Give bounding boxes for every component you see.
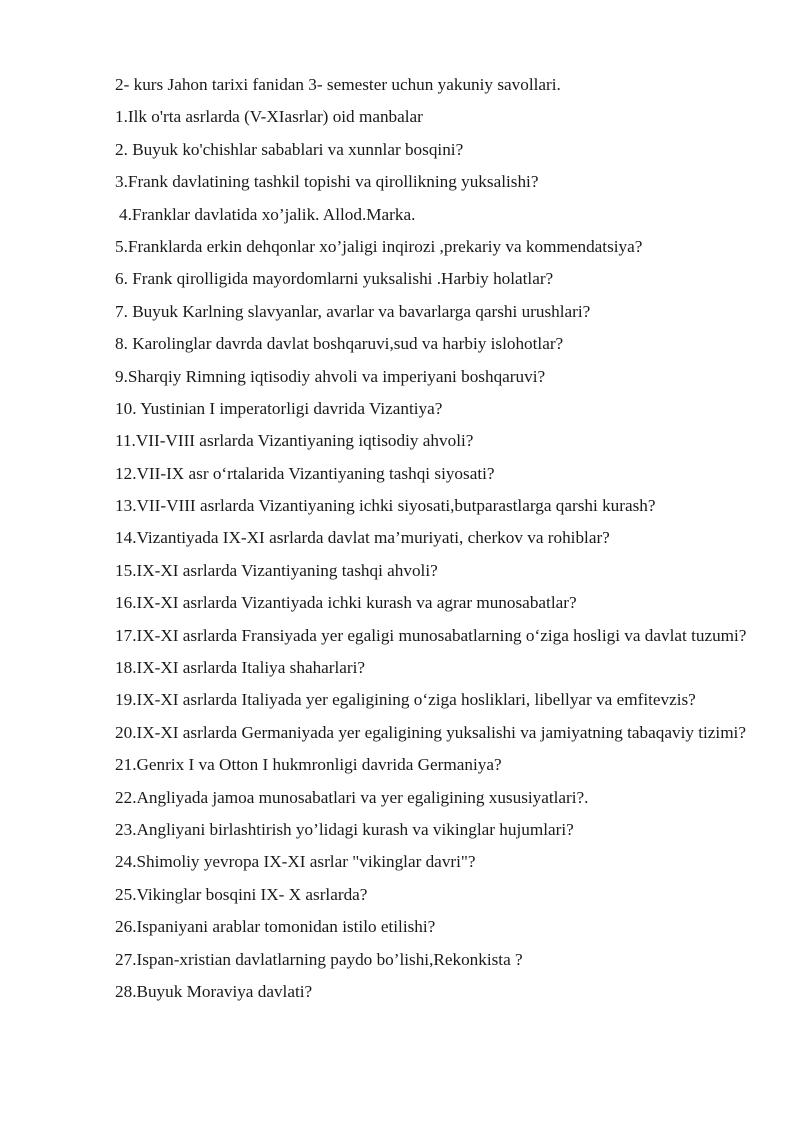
question-list	[115, 106, 747, 1002]
question-item: 22.Angliyada jamoa munosabatlari va yer egaligining xususiyatlari?.	[115, 787, 589, 807]
question-item: 10. Yustinian I imperatorligi davrida Vizantiya?	[115, 398, 443, 418]
document-body	[115, 74, 747, 1013]
question-item: 19.IX-XI asrlarda Italiyada yer egaligining o‘ziga hosliklari, libellyar va emfitevzis?	[115, 690, 696, 710]
question-item: 9.Sharqiy Rimning iqtisodiy ahvoli va imperiyani boshqaruvi?	[115, 366, 546, 386]
question-item: 14.Vizantiyada IX-XI asrlarda davlat ma’muriyati, cherkov va rohiblar?	[115, 528, 610, 548]
question-item: 6. Frank qirolligida mayordomlarni yuksalishi .Harbiy holatlar?	[115, 269, 554, 289]
question-item: 21.Genrix I va Otton I hukmronligi davrida Germaniya?	[115, 755, 502, 775]
document-title: 2- kurs Jahon tarixi fanidan 3- semester uchun yakuniy savollari.	[115, 75, 561, 94]
question-item: 23.Angliyani birlashtirish yo’lidagi kurash va vikinglar hujumlari?	[115, 819, 574, 839]
question-item: 7. Buyuk Karlning slavyanlar, avarlar va bavarlarga qarshi urushlari?	[115, 301, 591, 321]
question-item: 17.IX-XI asrlarda Fransiyada yer egaligi munosabatlarning o‘ziga hosligi va davlat tuzumi?	[115, 625, 747, 645]
question-item: 15.IX-XI asrlarda Vizantiyaning tashqi ahvoli?	[115, 560, 438, 580]
question-item: 11.VII-VIII asrlarda Vizantiyaning iqtisodiy ahvoli?	[115, 431, 474, 451]
question-item: 12.VII-IX asr o‘rtalarida Vizantiyaning tashqi siyosati?	[115, 463, 495, 483]
question-item: 27.Ispan-xristian davlatlarning paydo bo’lishi,Rekonkista ?	[115, 949, 523, 969]
question-item: 8. Karolinglar davrda davlat boshqaruvi,sud va harbiy islohotlar?	[115, 334, 564, 354]
question-item: 1.Ilk o'rta asrlarda (V-XIasrlar) oid manbalar	[115, 107, 423, 127]
question-item: 28.Buyuk Moraviya davlati?	[115, 981, 313, 1001]
question-item: 26.Ispaniyani arablar tomonidan istilo etilishi?	[115, 917, 436, 937]
question-item: 3.Frank davlatining tashkil topishi va qirollikning yuksalishi?	[115, 172, 539, 192]
question-item: 2. Buyuk ko'chishlar sabablari va xunnlar bosqini?	[115, 139, 464, 159]
question-item: 5.Franklarda erkin dehqonlar xo’jaligi inqirozi ,prekariy va kommendatsiya?	[115, 236, 643, 256]
question-item: 16.IX-XI asrlarda Vizantiyada ichki kurash va agrar munosabatlar?	[115, 593, 577, 613]
question-item: 25.Vikinglar bosqini IX- X asrlarda?	[115, 884, 368, 904]
question-item: 20.IX-XI asrlarda Germaniyada yer egaligining yuksalishi va jamiyatning tabaqaviy tizimi?	[115, 722, 746, 742]
question-item: 13.VII-VIII asrlarda Vizantiyaning ichki siyosati,butparastlarga qarshi kurash?	[115, 496, 656, 516]
question-item: 18.IX-XI asrlarda Italiya shaharlari?	[115, 658, 366, 678]
question-item: 4.Franklar davlatida xo’jalik. Allod.Marka.	[119, 204, 416, 224]
question-item: 24.Shimoliy yevropa IX-XI asrlar "vikinglar davri"?	[115, 852, 476, 872]
